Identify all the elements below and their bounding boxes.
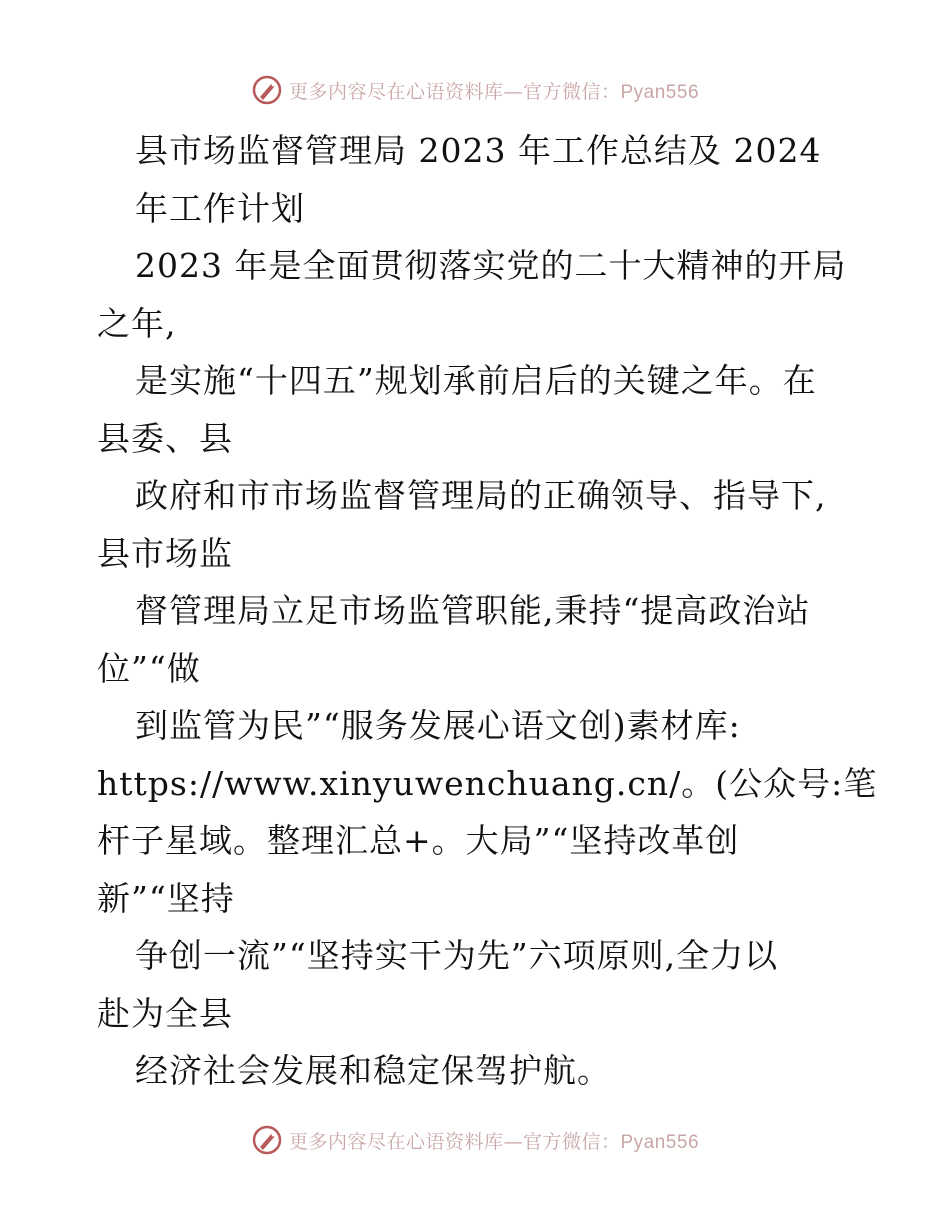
text-line: 是实施“十四五”规划承前启后的关键之年。在 bbox=[135, 361, 817, 400]
text-line: 之年, bbox=[97, 303, 177, 343]
banner-text: 更多内容尽在心语资料库—官方微信：Pyan556 bbox=[288, 1130, 700, 1153]
text-line: 到监管为民”“服务发展心语文创)素材库: bbox=[135, 706, 741, 745]
text-line: 赴为全县 bbox=[97, 993, 233, 1033]
text-line: 县市场监督管理局 2023 年工作总结及 2024 bbox=[135, 131, 822, 170]
text-line: 督管理局立足市场监管职能,秉持“提高政治站 bbox=[135, 591, 811, 630]
text-line: 经济社会发展和稳定保驾护航。 bbox=[135, 1051, 611, 1090]
document-body bbox=[97, 122, 878, 1100]
text-line: 县市场监 bbox=[97, 533, 233, 573]
text-line: 2023 年是全面贯彻落实党的二十大精神的开局 bbox=[135, 246, 847, 285]
text-line: 争创一流”“坚持实干为先”六项原则,全力以 bbox=[135, 936, 779, 975]
text-line: 年工作计划 bbox=[135, 188, 305, 228]
header-watermark-banner bbox=[0, 70, 950, 110]
text-line: 位”“做 bbox=[97, 648, 201, 688]
text-line: 县委、县 bbox=[97, 418, 233, 458]
pen-logo-icon bbox=[251, 74, 283, 106]
text-line: 政府和市市场监督管理局的正确领导、指导下, bbox=[135, 476, 827, 515]
banner-text: 更多内容尽在心语资料库—官方微信：Pyan556 bbox=[288, 80, 700, 103]
footer-watermark-banner bbox=[0, 1120, 950, 1160]
pen-logo-icon bbox=[251, 1124, 283, 1156]
text-line: 新”“坚持 bbox=[97, 878, 235, 918]
text-line: 杆子星域。整理汇总+。大局”“坚持改革创 bbox=[97, 821, 740, 860]
text-line: https://www.xinyuwenchuang.cn/。(公众号:笔 bbox=[97, 763, 878, 803]
